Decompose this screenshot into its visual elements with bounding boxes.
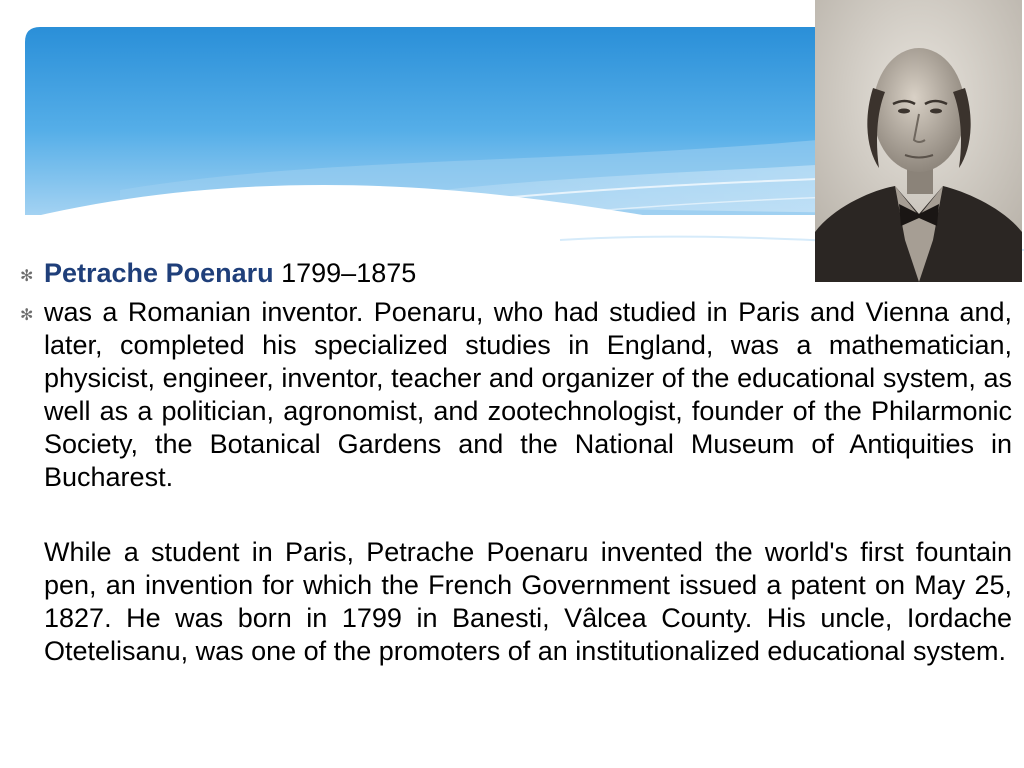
bullet-icon: ✻ (20, 268, 34, 285)
person-name: Petrache Poenaru (44, 258, 274, 288)
heading-line (44, 257, 1012, 290)
paragraph-invention: While a student in Paris, Petrache Poenaru invented the world's first fountain pen, an invention for which the French Government issued a patent on May 25, 1827. He was born in 1799 in Banesti, Vâlcea County. His uncle, Iordache Otetelisanu, was one of the promoters of an institutionalized educational system. (44, 537, 1012, 666)
portrait-photo (815, 0, 1022, 282)
paragraph-biography: was a Romanian inventor. Poenaru, who had studied in Paris and Vienna and, later, completed his specialized studies in England, was a mathematician, physicist, engineer, inventor, teacher and organizer of the educational system, as well as a politician, agronomist, and zootechnologist, founder of the Philarmonic Society, the Botanical Gardens and the National Museum of Antiquities in Bucharest. (44, 297, 1012, 492)
life-years: 1799–1875 (281, 258, 417, 288)
bullet-icon: ✻ (20, 307, 34, 324)
